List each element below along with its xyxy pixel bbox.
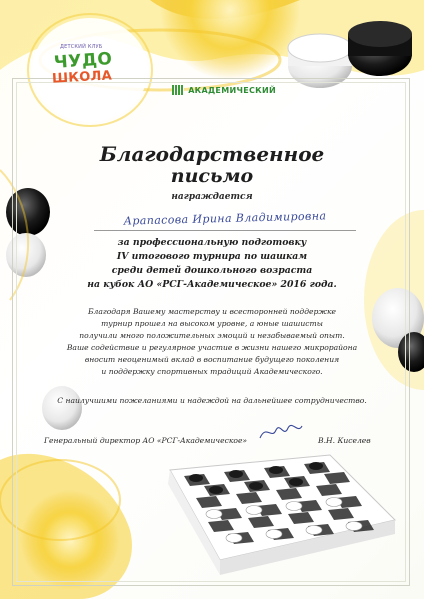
recipient-name: Арапасова Ирина Владимировна (123, 209, 327, 228)
recipient-underline (94, 230, 356, 231)
logo-line-2: ШКОЛА (51, 68, 113, 87)
title-line-2: письмо (170, 165, 254, 187)
award-line: на кубок АО «РСГ-Академическое» 2016 года. (87, 279, 337, 290)
brand-stripes-icon (172, 85, 184, 95)
chudo-shkola-logo (52, 44, 128, 98)
logo-small-text: ДЕТСКИЙ КЛУБ (60, 44, 103, 50)
body-line: вносит неоценимый вклад в воспитание будущего поколения (84, 355, 340, 364)
title-line-1: Благодарственное (99, 142, 325, 166)
body-line: турнир прошел на высоком уровне, а юные шашисты (101, 319, 323, 328)
award-line: за профессиональную подготовку (117, 237, 307, 248)
body-line: Ваше содействие и регулярное участие в жизни нашего микрорайона (66, 343, 358, 352)
closing-line: С наилучшими пожеланиями и надеждой на дальнейшее сотрудничество. (57, 396, 367, 405)
award-line: среди детей дошкольного возраста (111, 265, 313, 276)
logo-line-1: ЧУДО (53, 48, 114, 74)
signature-name: В.Н. Киселев (318, 436, 371, 445)
body-line: Благодаря Вашему мастерству и всесторонней поддержке (87, 307, 337, 316)
signature-position: Генеральный директор АО «РСГ-Академическое» (44, 436, 248, 445)
brand-name: АКАДЕМИЧЕСКИЙ (188, 85, 276, 95)
award-line: IV итогового турнира по шашкам (116, 251, 308, 262)
subtitle: награждается (171, 192, 253, 202)
signature-scribble (258, 420, 304, 442)
brand-akademichesky (172, 84, 276, 96)
body-line: получили много положительных эмоций и незабываемый опыт. (79, 331, 345, 340)
body-line: и поддержку спортивных традиций Академического. (101, 367, 323, 376)
